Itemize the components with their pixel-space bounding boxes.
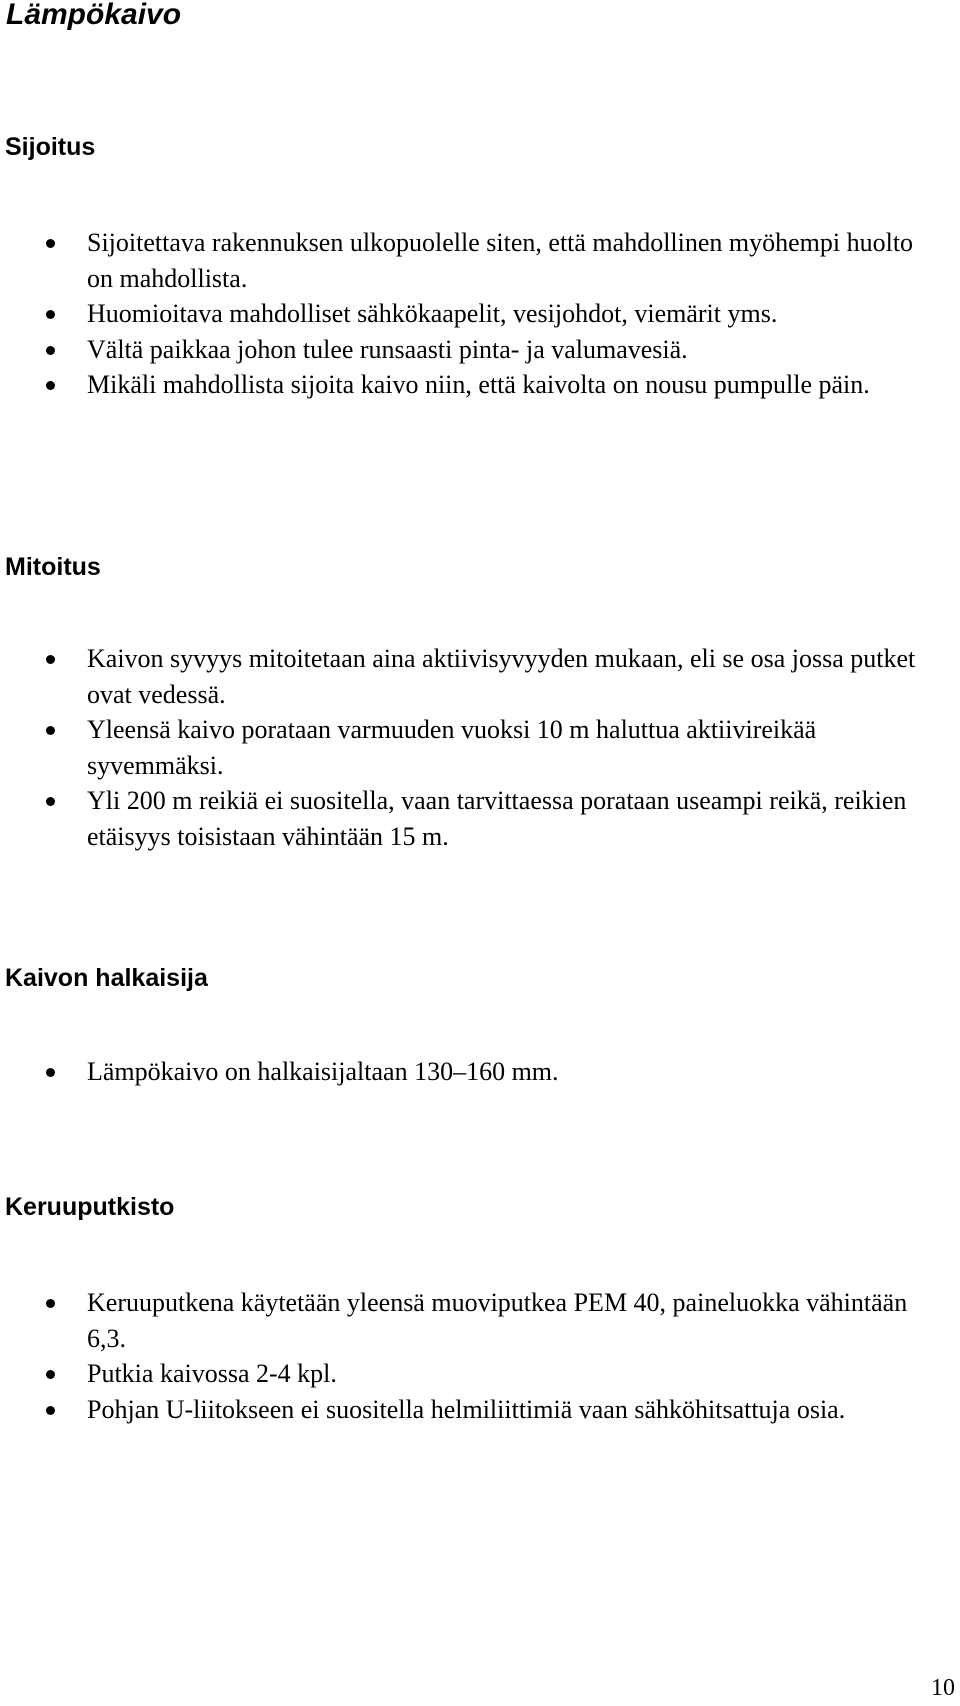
list-item xyxy=(0,296,960,332)
list-item-text: Yli 200 m reikiä ei suositella, vaan tarvittaessa porataan useampi reikä, reikien etäisyys toisistaan vähintään 15 m. xyxy=(87,786,907,851)
bullet-list xyxy=(0,641,960,854)
bullet-icon xyxy=(46,1299,55,1308)
list-item-text: Lämpökaivo on halkaisijaltaan 130–160 mm. xyxy=(87,1057,559,1086)
page-number: 10 xyxy=(931,1675,955,1701)
list-item-text: Pohjan U-liitokseen ei suositella helmiliittimiä vaan sähköhitsattuja osia. xyxy=(87,1394,846,1424)
list-item xyxy=(0,641,960,712)
bullet-list xyxy=(0,225,960,403)
bullet-icon xyxy=(46,1068,55,1077)
bullet-list xyxy=(0,1054,960,1090)
bullet-icon xyxy=(46,797,55,806)
list-item xyxy=(0,1285,960,1356)
list-item xyxy=(0,783,960,854)
bullet-icon xyxy=(46,726,55,735)
bullet-icon xyxy=(46,310,55,319)
bullet-icon xyxy=(46,1406,55,1415)
document-title: Lämpökaivo xyxy=(6,0,182,31)
list-item xyxy=(0,225,960,296)
list-item-text: Kaivon syvyys mitoitetaan aina aktiivisyvyyden mukaan, eli se osa jossa putket ovat vedessä. xyxy=(87,644,916,709)
list-item-text: Vältä paikkaa johon tulee runsaasti pinta- ja valumavesiä. xyxy=(87,334,688,364)
list-item xyxy=(0,1392,960,1428)
list-item-text: Sijoitettava rakennuksen ulkopuolelle siten, että mahdollinen myöhempi huolto on mahdollista. xyxy=(87,228,914,293)
bullet-icon xyxy=(46,239,55,248)
list-item-text: Keruuputkena käytetään yleensä muoviputkea PEM 40, paineluokka vähintään 6,3. xyxy=(87,1288,908,1353)
bullet-icon xyxy=(46,655,55,664)
section-heading: Keruuputkisto xyxy=(5,1193,175,1221)
section-keruuputkisto xyxy=(0,1192,960,1427)
list-item-text: Yleensä kaivo porataan varmuuden vuoksi 10 m haluttua aktiivireikää syvemmäksi. xyxy=(87,715,817,780)
section-sijoitus xyxy=(0,132,960,403)
list-item-text: Putkia kaivossa 2-4 kpl. xyxy=(87,1359,337,1388)
section-kaivon-halkaisija xyxy=(0,963,960,1090)
bullet-icon xyxy=(46,381,55,390)
bullet-list xyxy=(0,1285,960,1427)
section-heading: Sijoitus xyxy=(5,133,96,161)
section-heading: Mitoitus xyxy=(5,553,101,581)
section-heading: Kaivon halkaisija xyxy=(5,964,208,992)
list-item xyxy=(0,1356,960,1392)
list-item xyxy=(0,1054,960,1090)
list-item xyxy=(0,712,960,783)
list-item xyxy=(0,332,960,368)
list-item-text: Mikäli mahdollista sijoita kaivo niin, että kaivolta on nousu pumpulle päin. xyxy=(87,370,870,399)
bullet-icon xyxy=(46,346,55,355)
list-item-text: Huomioitava mahdolliset sähkökaapelit, vesijohdot, viemärit yms. xyxy=(87,299,778,328)
section-mitoitus xyxy=(0,552,960,854)
list-item xyxy=(0,367,960,403)
bullet-icon xyxy=(46,1370,55,1379)
